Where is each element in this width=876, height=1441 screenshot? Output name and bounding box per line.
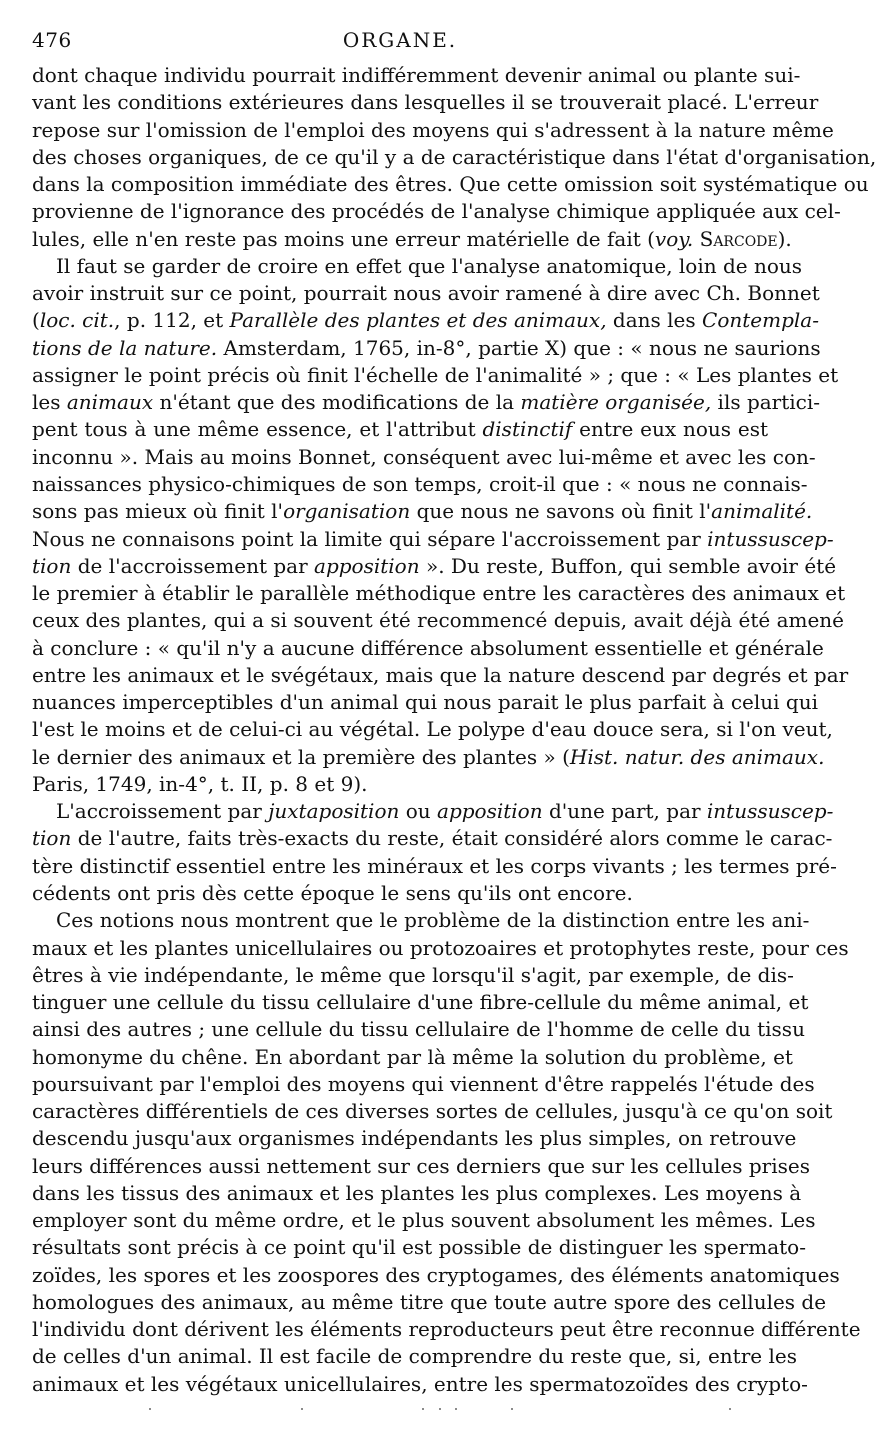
text-span: résultats sont précis à ce point qu'il est possible de distinguer les spermato- bbox=[32, 1235, 806, 1260]
text-line bbox=[32, 935, 849, 962]
text-line bbox=[32, 416, 768, 443]
text-span: caractères différentiels de ces diverses sortes de cellules, jusqu'à ce qu'on soit bbox=[32, 1099, 833, 1124]
text-span: zoïdes, les spores et les zoospores des cryptogames, des éléments anatomiques bbox=[32, 1262, 840, 1287]
text-span: cédents ont pris dès cette époque le sens qu'ils ont encore. bbox=[32, 880, 633, 905]
italic-text: tion bbox=[32, 826, 72, 851]
text-span: ). bbox=[777, 226, 792, 251]
text-line bbox=[32, 607, 845, 634]
text-line bbox=[32, 498, 813, 525]
italic-text: intussuscep- bbox=[707, 526, 834, 551]
running-title: ORGANE. bbox=[342, 28, 458, 52]
text-span: l'est le moins et de celui-ci au végétal. Le polype d'eau douce sera, si l'on veut, bbox=[32, 717, 833, 742]
text-span: homologues des animaux, au même titre que toute autre spore des cellules de bbox=[32, 1289, 827, 1314]
text-span: êtres à vie indépendante, le même que lorsqu'il s'agit, par exemple, de dis- bbox=[32, 962, 794, 987]
text-line bbox=[32, 1262, 840, 1289]
text-span: animaux et les végétaux unicellulaires, entre les spermatozoïdes des crypto- bbox=[32, 1371, 808, 1396]
text-line bbox=[32, 716, 833, 743]
text-span: ainsi des autres ; une cellule du tissu cellulaire de l'homme de celle du tissu bbox=[32, 1017, 805, 1042]
text-line bbox=[32, 253, 803, 280]
text-span: , p. 112, et bbox=[114, 308, 230, 333]
italic-text: Parallèle des plantes et des animaux, bbox=[229, 308, 607, 333]
italic-text: distinctif bbox=[482, 417, 573, 442]
text-line bbox=[32, 307, 819, 334]
text-line bbox=[32, 526, 834, 553]
text-span: inconnu ». Mais au moins Bonnet, conséquent avec lui-même et avec les con- bbox=[32, 444, 816, 469]
text-span: que nous ne savons où finit l' bbox=[410, 499, 712, 524]
text-span: entre les animaux et le svégétaux, mais que la nature descend par degrés et par bbox=[32, 662, 849, 687]
text-span: des choses organiques, de ce qu'il y a de caractéristique dans l'état d'organisation, bbox=[32, 144, 876, 169]
text-span: Nous ne connaisons point la limite qui sépare l'accroissement par bbox=[32, 526, 708, 551]
text-span: ils partici- bbox=[711, 390, 821, 415]
text-line bbox=[32, 444, 816, 471]
text-span: de celles d'un animal. Il est facile de comprendre du reste que, si, entre les bbox=[32, 1344, 797, 1369]
text-span: descendu jusqu'aux organismes indépendants les plus simples, on retrouve bbox=[32, 1126, 797, 1151]
text-line bbox=[32, 880, 768, 907]
text-line bbox=[32, 362, 839, 389]
text-span: ou bbox=[399, 799, 438, 824]
text-span: les bbox=[32, 390, 67, 415]
text-span: de l'autre, faits très-exacts du reste, était considéré alors comme le carac- bbox=[71, 826, 833, 851]
text-span: dans la composition immédiate des êtres. Que cette omission soit systématique ou bbox=[32, 172, 869, 197]
text-span: ( bbox=[32, 308, 40, 333]
text-line bbox=[32, 580, 846, 607]
text-line bbox=[32, 635, 824, 662]
text-line bbox=[32, 1180, 802, 1207]
text-span: Ces notions nous montrent que le problème de la distinction entre les ani- bbox=[56, 908, 810, 933]
text-line bbox=[32, 798, 834, 825]
text-span: dans les tissus des animaux et les plantes les plus complexes. Les moyens à bbox=[32, 1180, 802, 1205]
text-line bbox=[32, 280, 820, 307]
text-line bbox=[32, 1234, 806, 1261]
text-span: lules, elle n'en reste pas moins une erreur matérielle de fait ( bbox=[32, 226, 655, 251]
text-span: L'accroissement par bbox=[56, 799, 269, 824]
italic-text: voy. bbox=[654, 226, 694, 251]
text-line bbox=[32, 1153, 810, 1180]
text-span: avoir instruit sur ce point, pourrait nous avoir ramené à dire avec Ch. Bonnet bbox=[32, 281, 820, 306]
text-span: vant les conditions extérieures dans lesquelles il se trouverait placé. L'erreur bbox=[32, 90, 819, 115]
text-line bbox=[32, 62, 801, 89]
text-span: nuances imperceptibles d'un animal qui nous parait le plus parfait à celui qui bbox=[32, 690, 818, 715]
text-span: Il faut se garder de croire en effet que l'analyse anatomique, loin de nous bbox=[56, 253, 803, 278]
text-line bbox=[32, 89, 819, 116]
text-line bbox=[32, 825, 833, 852]
text-span: naissances physico-chimiques de son temps, croit-il que : « nous ne connais- bbox=[32, 471, 808, 496]
text-line bbox=[32, 1316, 861, 1343]
text-span: ceux des plantes, qui a si souvent été recommencé depuis, avait déjà été amené bbox=[32, 608, 845, 633]
text-line bbox=[32, 853, 837, 880]
text-span: entre eux nous est bbox=[572, 417, 768, 442]
italic-text: Contempla- bbox=[702, 308, 819, 333]
italic-text: juxtaposition bbox=[268, 799, 400, 824]
text-line bbox=[32, 335, 821, 362]
text-span: maux et les plantes unicellulaires ou protozoaires et protophytes reste, pour ces bbox=[32, 935, 849, 960]
italic-text: intussuscep- bbox=[706, 799, 834, 824]
text-line bbox=[32, 171, 869, 198]
text-line bbox=[32, 226, 792, 253]
text-span: dont chaque individu pourrait indifféremment devenir animal ou plante sui- bbox=[32, 63, 801, 87]
text-span: de l'accroissement par bbox=[71, 553, 315, 578]
text-span: ». Du reste, Buffon, qui semble avoir été bbox=[419, 553, 837, 578]
text-span: pent tous à une même essence, et l'attribut bbox=[32, 417, 483, 442]
italic-text: animaux bbox=[66, 390, 154, 415]
text-span: Amsterdam, 1765, in-8°, partie X) que : « nous ne saurions bbox=[217, 335, 821, 360]
text-line bbox=[32, 1343, 797, 1370]
italic-text: matière organisée, bbox=[520, 390, 712, 415]
text-span: employer sont du même ordre, et le plus souvent absolument les mêmes. Les bbox=[32, 1208, 816, 1233]
page-number: 476 bbox=[32, 28, 72, 52]
text-line bbox=[32, 1098, 833, 1125]
text-span: d'une part, par bbox=[542, 799, 707, 824]
text-line bbox=[32, 553, 837, 580]
italic-text: apposition bbox=[314, 553, 420, 578]
text-span: l'individu dont dérivent les éléments reproducteurs peut être reconnue différente bbox=[32, 1317, 861, 1342]
text-span: le premier à établir le parallèle méthodique entre les caractères des animaux et bbox=[32, 581, 846, 606]
text-line bbox=[32, 1289, 827, 1316]
text-line bbox=[32, 989, 809, 1016]
text-line bbox=[32, 907, 810, 934]
text-line bbox=[32, 1071, 815, 1098]
text-span: poursuivant par l'emploi des moyens qui viennent d'être rappelés l'étude des bbox=[32, 1071, 815, 1096]
italic-text: tions de la nature. bbox=[32, 335, 218, 360]
text-span: leurs différences aussi nettement sur ces derniers que sur les cellules prises bbox=[32, 1153, 810, 1178]
text-span: n'étant que des modifications de la bbox=[153, 390, 521, 415]
text-line bbox=[32, 962, 794, 989]
italic-text: apposition bbox=[437, 799, 543, 824]
page-header bbox=[32, 28, 768, 58]
body-text bbox=[32, 62, 876, 1398]
text-span: homonyme du chêne. En abordant par là même la solution du problème, et bbox=[32, 1044, 793, 1069]
text-line bbox=[32, 689, 818, 716]
text-span: tère distinctif essentiel entre les minéraux et les corps vivants ; les termes pré- bbox=[32, 853, 837, 878]
italic-text: tion bbox=[32, 553, 72, 578]
text-span: provienne de l'ignorance des procédés de l'analyse chimique appliquée aux cel- bbox=[32, 199, 841, 224]
text-line bbox=[32, 1207, 816, 1234]
scan-speckles bbox=[140, 1404, 740, 1414]
text-line bbox=[32, 662, 849, 689]
text-line bbox=[32, 144, 876, 171]
italic-text: organisation bbox=[283, 499, 411, 524]
text-line bbox=[32, 389, 821, 416]
text-line bbox=[32, 117, 834, 144]
text-line bbox=[32, 744, 825, 771]
text-span: dans les bbox=[606, 308, 703, 333]
small-caps-text: Sarcode bbox=[699, 226, 778, 251]
text-line bbox=[32, 1044, 793, 1071]
text-span: à conclure : « qu'il n'y a aucune différence absolument essentielle et générale bbox=[32, 635, 824, 660]
text-line bbox=[32, 471, 808, 498]
text-line bbox=[32, 198, 841, 225]
text-span: tinguer une cellule du tissu cellulaire d'une fibre-cellule du même animal, et bbox=[32, 990, 809, 1015]
italic-text: animalité. bbox=[711, 499, 813, 524]
text-span: assigner le point précis où finit l'échelle de l'animalité » ; que : « Les plantes et bbox=[32, 362, 839, 387]
text-span: le dernier des animaux et la première des plantes » ( bbox=[32, 744, 570, 769]
italic-text: loc. cit. bbox=[39, 308, 115, 333]
text-line bbox=[32, 1016, 805, 1043]
text-span: sons pas mieux où finit l' bbox=[32, 499, 284, 524]
italic-text: Hist. natur. des animaux. bbox=[569, 744, 825, 769]
text-line bbox=[32, 771, 768, 798]
text-line bbox=[32, 1125, 797, 1152]
text-span: Paris, 1749, in-4°, t. II, p. 8 et 9). bbox=[32, 771, 368, 796]
text-line bbox=[32, 1371, 808, 1398]
text-span: repose sur l'omission de l'emploi des moyens qui s'adressent à la nature même bbox=[32, 117, 834, 142]
